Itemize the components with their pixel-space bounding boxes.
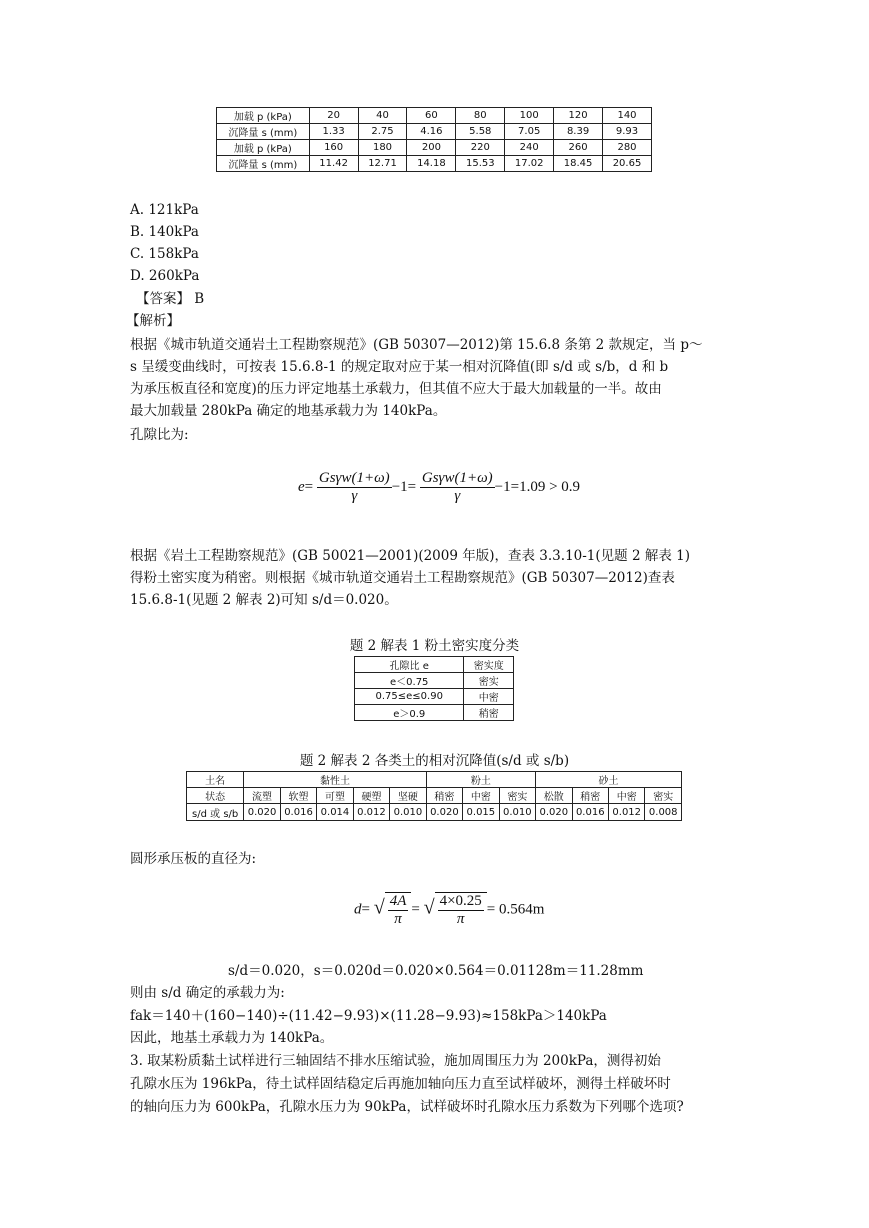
table-cell: 260 — [554, 140, 603, 156]
table-cell: 20 — [309, 108, 358, 124]
table-cell: 14.18 — [407, 156, 456, 172]
table-cell: 0.020 — [536, 804, 572, 821]
table-cell: 80 — [456, 108, 505, 124]
table-row — [355, 705, 514, 721]
q3-line: 的轴向压力为 600kPa，孔隙水压力为 90kPa，试样破坏时孔隙水压力系数为下列哪个选项? — [130, 1099, 684, 1115]
diameter-equation: d= √ $\frac{4A}{\pi}$ = √ $\frac{4\times 0.25}{\pi}$ = 0.564m — [354, 893, 545, 927]
table-cell: 中密 — [463, 788, 499, 804]
table-cell: 9.93 — [603, 124, 652, 140]
table-cell: 280 — [603, 140, 652, 156]
table-cell: 0.012 — [609, 804, 645, 821]
table-row — [355, 673, 514, 689]
table1-caption: 题 2 解表 1 粉土密实度分类 — [349, 638, 520, 654]
para1-line: 最大加载量 280kPa 确定的地基承载力为 140kPa。 — [130, 403, 447, 419]
table-cell: 11.42 — [309, 156, 358, 172]
table-row — [187, 788, 682, 804]
table-cell: e＜0.75 — [355, 673, 464, 689]
table-cell: 加载 p (kPa) — [217, 140, 310, 156]
table-cell: 0.020 — [426, 804, 462, 821]
table-cell: 松散 — [536, 788, 572, 804]
table-cell: 硬塑 — [353, 788, 389, 804]
answer: 【答案】 B — [136, 291, 205, 307]
table-cell: 流塑 — [244, 788, 280, 804]
eq1-numerator: Gsγw(1+ω) — [318, 470, 390, 486]
table-cell: 沉降量 s (mm) — [217, 124, 310, 140]
load-settlement-table — [216, 107, 652, 172]
table-row — [217, 124, 652, 140]
relative-settlement-table — [186, 771, 682, 821]
diameter-intro: 圆形承压板的直径为: — [130, 851, 257, 867]
table-cell: 稍密 — [464, 705, 514, 721]
table-cell: 8.39 — [554, 124, 603, 140]
table-cell: 密实 — [499, 788, 535, 804]
eq1-lhs: e — [298, 478, 305, 495]
table-cell: 220 — [456, 140, 505, 156]
table-cell: 土名 — [187, 772, 244, 788]
table-cell: 200 — [407, 140, 456, 156]
table-cell: 17.02 — [505, 156, 554, 172]
table-cell: 0.012 — [353, 804, 389, 821]
analysis-heading: 【解析】 — [126, 313, 180, 329]
table-row — [217, 140, 652, 156]
table-cell: 0.010 — [390, 804, 426, 821]
table2-caption: 题 2 解表 2 各类土的相对沉降值(s/d 或 s/b) — [299, 753, 570, 769]
table-cell: 120 — [554, 108, 603, 124]
table-cell: 0.75≤e≤0.90 — [355, 689, 464, 705]
para1-line: s 呈缓变曲线时，可按表 15.6.8-1 的规定取对应于某一相对沉降值(即 s/d 或 s/b，d 和 b — [130, 359, 669, 375]
fak-calc: fak＝140＋(160−140)÷(11.42−9.93)×(11.28−9.93)≈158kPa＞140kPa — [130, 1008, 607, 1024]
table-cell: 18.45 — [554, 156, 603, 172]
table-cell: 密实 — [464, 673, 514, 689]
conclusion: 因此，地基土承载力为 140kPa。 — [130, 1030, 334, 1046]
option-d: D. 260kPa — [130, 268, 200, 284]
table-row — [187, 772, 682, 788]
table-cell: 1.33 — [309, 124, 358, 140]
q3-line: 3. 取某粉质黏土试样进行三轴固结不排水压缩试验，施加周围压力为 200kPa，测得初始 — [130, 1053, 661, 1069]
table-cell: 20.65 — [603, 156, 652, 172]
table-cell: 黏性土 — [244, 772, 426, 788]
option-b: B. 140kPa — [130, 224, 199, 240]
table-cell: 180 — [358, 140, 407, 156]
para1-line: 为承压板直径和宽度)的压力评定地基土承载力，但其值不应大于最大加载量的一半。故由 — [130, 381, 662, 397]
table-cell: 加载 p (kPa) — [217, 108, 310, 124]
table-row — [217, 156, 652, 172]
table-cell: e＞0.9 — [355, 705, 464, 721]
para2-line: 15.6.8-1(见题 2 解表 2)可知 s/d＝0.020。 — [130, 592, 398, 608]
table-cell: 100 — [505, 108, 554, 124]
table-row — [187, 804, 682, 821]
table-cell: 稍密 — [572, 788, 608, 804]
table-cell: 0.008 — [645, 804, 682, 821]
table-cell: 软塑 — [280, 788, 316, 804]
eq2-result: = 0.564m — [486, 901, 545, 918]
table-cell: 可塑 — [317, 788, 353, 804]
table-row — [355, 657, 514, 673]
table-cell: 粉土 — [426, 772, 535, 788]
table-cell: 12.71 — [358, 156, 407, 172]
table-cell: 密实度 — [464, 657, 514, 673]
table-cell: 60 — [407, 108, 456, 124]
eq2-lhs: d — [354, 901, 362, 918]
eq1-result: −1=1.09 > 0.9 — [494, 478, 581, 495]
table-cell: s/d 或 s/b — [187, 804, 244, 821]
table-cell: 7.05 — [505, 124, 554, 140]
option-a: A. 121kPa — [130, 202, 199, 218]
table-cell: 240 — [505, 140, 554, 156]
table-cell: 15.53 — [456, 156, 505, 172]
eq1-minus-one: −1 — [391, 478, 408, 495]
table-cell: 0.016 — [280, 804, 316, 821]
table-cell: 4.16 — [407, 124, 456, 140]
table-cell: 孔隙比 e — [355, 657, 464, 673]
para2-line: 得粉土密实度为稍密。则根据《城市轨道交通岩土工程勘察规范》(GB 50307—2012)查表 — [130, 570, 675, 586]
table-cell: 5.58 — [456, 124, 505, 140]
eq2-num1: 4A — [389, 893, 407, 909]
table-cell: 中密 — [609, 788, 645, 804]
option-c: C. 158kPa — [130, 246, 199, 262]
table-cell: 坚硬 — [390, 788, 426, 804]
eq2-den2: π — [456, 911, 465, 927]
table-cell: 2.75 — [358, 124, 407, 140]
table-cell: 0.010 — [499, 804, 535, 821]
eq2-den1: π — [394, 911, 402, 927]
table-cell: 140 — [603, 108, 652, 124]
table-cell: 中密 — [464, 689, 514, 705]
void-ratio-equation: e= $\frac{\text{Gsγw(1+ω)}}{\gamma}$ −1= $\frac{\text{Gsγw(1+ω)}}{\gamma}$ −1=1.09 > 0.9 — [298, 470, 581, 504]
table-cell: 40 — [358, 108, 407, 124]
table-row — [217, 108, 652, 124]
eq1-denominator-2: γ — [454, 488, 461, 504]
table-cell: 沉降量 s (mm) — [217, 156, 310, 172]
table-cell: 0.015 — [463, 804, 499, 821]
table-cell: 状态 — [187, 788, 244, 804]
eq1-denominator: γ — [351, 488, 358, 504]
table-cell: 0.016 — [572, 804, 608, 821]
table-cell: 160 — [309, 140, 358, 156]
q3-line: 孔隙水压为 196kPa，待土试样固结稳定后再施加轴向压力直至试样破坏，测得土样破坏时 — [130, 1076, 671, 1092]
bearing-intro: 则由 s/d 确定的承载力为: — [130, 985, 285, 1001]
para1-line: 根据《城市轨道交通岩土工程勘察规范》(GB 50307—2012)第 15.6.8 条第 2 款规定，当 p～ — [130, 337, 703, 353]
eq2-num2: 4×0.25 — [439, 893, 482, 909]
table-cell: 密实 — [645, 788, 682, 804]
table-cell: 砂土 — [536, 772, 682, 788]
eq1-numerator-2: Gsγw(1+ω) — [421, 470, 493, 486]
table-cell: 0.014 — [317, 804, 353, 821]
para2-line: 根据《岩土工程勘察规范》(GB 50021—2001)(2009 年版)，查表 3.3.10-1(见题 2 解表 1) — [130, 548, 690, 564]
table-cell: 稍密 — [426, 788, 462, 804]
settlement-calc: s/d＝0.020，s＝0.020d＝0.020×0.564＝0.01128m＝11.28mm — [228, 963, 644, 979]
table-row — [355, 689, 514, 705]
table-cell: 0.020 — [244, 804, 280, 821]
silt-density-table — [354, 656, 514, 721]
void-ratio-intro: 孔隙比为: — [130, 427, 189, 443]
